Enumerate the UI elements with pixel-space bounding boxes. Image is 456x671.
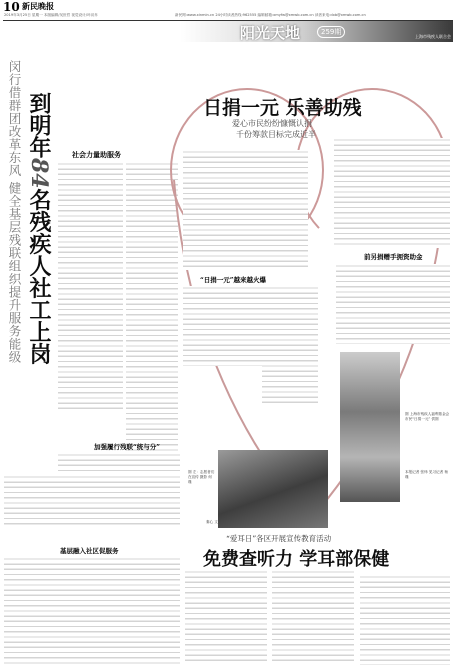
right-photo-caption: 图 上海市残疾人福利基金会 市民“日捐一元” 供图 (405, 412, 450, 421)
section-sub: 上海市残疾人联合会 (415, 34, 451, 39)
bottom-kicker: “爱耳日”各区开展宣传教育活动 (226, 534, 332, 543)
headline-part-b: 名残疾人社工上岗 (26, 188, 52, 365)
meta-line: 2019年3月25日 星期一 本版编辑/吴世哲 视觉设计/叶羽乔 (4, 13, 98, 17)
left-body-4 (4, 475, 180, 525)
headline-part-a: 到明年 (26, 92, 52, 158)
sub-heading-1: 社会力量助服务 (72, 150, 121, 159)
section-title: 阳光天地 (240, 24, 301, 42)
center-mid-heading: “日捐一元”越来越火爆 (200, 276, 266, 284)
bottom-body-2 (272, 570, 354, 665)
vertical-kicker: 闵行借群团改革东风 健全基层残联组织提升服务能级 (7, 60, 22, 364)
center-subtitle-a: 爱心市民纷纷慷慨认捐 (232, 119, 312, 128)
center-title: 日捐一元 乐善助残 (203, 97, 362, 119)
issue-badge: 259期 (317, 26, 345, 38)
bottom-body-3 (360, 575, 450, 665)
bottom-body-1 (185, 570, 267, 665)
right-credit: 本报记者 张炜 见习记者 杨瑾 (405, 470, 448, 479)
headline-top (27, 92, 51, 472)
center-subtitle-b: 千份筹款目标完成近半 (236, 130, 316, 139)
sub-heading-2: 加强履行残联“统与分” (94, 443, 160, 451)
left-body-5 (4, 557, 180, 667)
center-body-3 (262, 286, 318, 406)
page-number: 10 (3, 0, 20, 14)
headline-number: 84 (26, 158, 52, 189)
right-body-1 (334, 138, 450, 248)
photo-stand (340, 352, 400, 502)
photo-left-caption: 图 左：志愿者们在宣传 摄影 何 瑾 (188, 470, 215, 484)
paper-name: 新民晚报 (22, 1, 54, 11)
center-credit: 秦心 文 (206, 520, 218, 524)
edition-meta: 新民网:www.xinmin.cn 24小时读者热线:962555 编辑邮箱:xmyfw@xmwb.com.cn 读者来电:dxb@xmwb.com.cn (175, 13, 366, 17)
photo-volunteers (218, 450, 328, 528)
center-body-1 (183, 150, 308, 270)
sub-heading-3: 基层融入社区促服务 (60, 547, 119, 555)
left-body-1 (58, 162, 123, 412)
right-body-2 (336, 264, 450, 344)
section-bar (180, 21, 453, 42)
right-sub-heading: 前另捐赠手拥资助金 (364, 253, 423, 261)
bottom-headline: 免费查听力 学耳部保健 (203, 549, 390, 570)
